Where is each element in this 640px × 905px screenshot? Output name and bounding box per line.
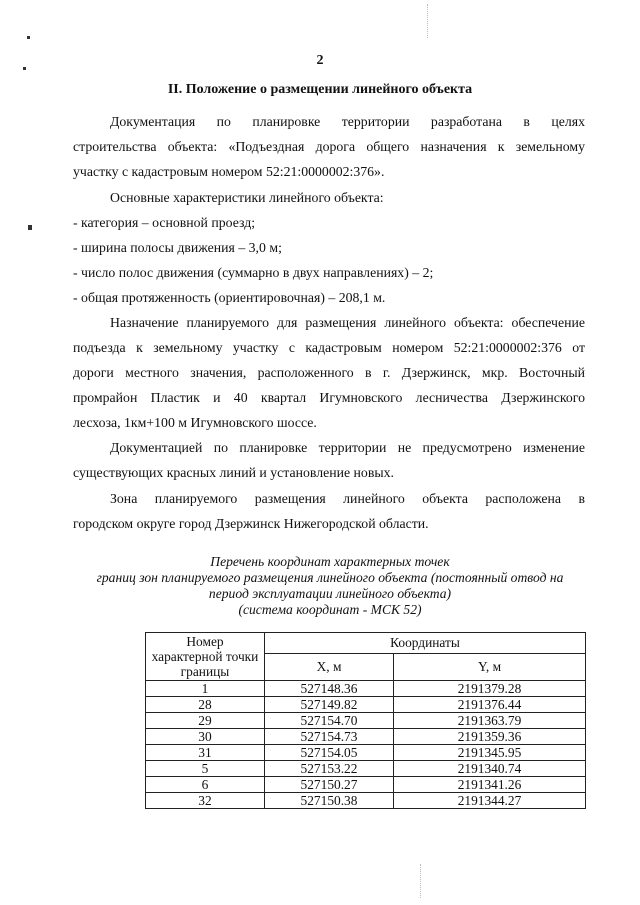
scan-speck [28,225,32,230]
caption-line: границ зон планируемого размещения линейного объекта (постоянный отвод на [96,570,564,585]
paragraph-line: существующих красных линий и установление новых. [73,465,394,480]
cell-point-number: 29 [146,713,265,729]
paragraph-designation-end [73,410,585,435]
characteristics-intro [73,185,585,210]
paragraph-line: Документация по планировке территории разработана в целях [110,114,585,129]
table-row [146,713,586,729]
table-header-row [146,633,586,654]
cell-y: 2191341.26 [394,777,586,793]
cell-y: 2191379.28 [394,681,586,697]
paragraph-line: Зона планируемого размещения линейного объекта расположена в [110,491,585,506]
paragraph-line: городском округе город Дзержинск Нижегородской области. [73,516,429,531]
table-caption [60,554,600,618]
cell-point-number: 31 [146,745,265,761]
table-row [146,777,586,793]
table-row [146,697,586,713]
cell-point-number: 6 [146,777,265,793]
cell-point-number: 5 [146,761,265,777]
characteristics-list [73,210,585,310]
cell-x: 527148.36 [265,681,394,697]
caption-line: период эксплуатации линейного объекта) [208,586,452,601]
paragraph-zone [73,486,585,511]
paragraph-line: подъезда к земельному участку с кадастровым номером 52:21:0000002:376 от [73,340,585,355]
scan-artifact-line [420,864,421,898]
cell-x: 527154.73 [265,729,394,745]
cell-point-number: 32 [146,793,265,809]
coordinates-table [145,632,586,809]
cell-point-number: 30 [146,729,265,745]
cell-x: 527154.70 [265,713,394,729]
paragraph-designation [73,310,585,335]
paragraph-red-lines-end [73,460,585,485]
cell-x: 527154.05 [265,745,394,761]
paragraph-designation-cont [73,360,585,385]
cell-x: 527150.27 [265,777,394,793]
header-point-number: Номер характерной точки границы [146,633,265,681]
section-heading: II. Положение о размещении линейного объекта [167,82,473,97]
paragraph-purpose-end [73,159,585,184]
paragraph-purpose [73,109,585,134]
table-row [146,745,586,761]
paragraph-line: лесхоза, 1км+100 м Игумновского шоссе. [73,415,317,430]
cell-y: 2191340.74 [394,761,586,777]
cell-point-number: 1 [146,681,265,697]
paragraph-line: строительства объекта: «Подъездная дорога общего назначения к земельному [73,139,585,154]
scan-artifact-line [427,4,428,38]
cell-point-number: 28 [146,697,265,713]
list-item: - число полос движения (суммарно в двух направлениях) – 2; [73,265,434,280]
paragraph-designation-cont [73,385,585,410]
paragraph-zone-end [73,511,585,536]
paragraph-designation-cont [73,335,585,360]
header-coordinates: Координаты [265,633,586,654]
paragraph-purpose-cont [73,134,585,159]
table-row [146,793,586,809]
caption-line: Перечень координат характерных точек [210,554,450,569]
cell-x: 527153.22 [265,761,394,777]
paragraph-line: Назначение планируемого для размещения линейного объекта: обеспечение [110,315,585,330]
header-x: X, м [265,654,394,681]
page-number: 2 [316,53,324,68]
list-item: - категория – основной проезд; [73,215,256,230]
paragraph-line: дороги местного значения, расположенного в г. Дзержинск, мкр. Восточный [73,365,585,380]
scan-speck [27,36,30,39]
cell-y: 2191359.36 [394,729,586,745]
cell-y: 2191376.44 [394,697,586,713]
cell-x: 527150.38 [265,793,394,809]
caption-line: (система координат - МСК 52) [238,602,422,617]
cell-x: 527149.82 [265,697,394,713]
paragraph-red-lines [73,435,585,460]
header-y: Y, м [394,654,586,681]
table-row [146,761,586,777]
characteristics-intro-text: Основные характеристики линейного объекта: [110,190,384,205]
paragraph-line: промрайон Пластик и 40 квартал Игумновского лесничества Дзержинского [73,390,585,405]
cell-y: 2191344.27 [394,793,586,809]
table-row [146,729,586,745]
paragraph-line: участку с кадастровым номером 52:21:0000002:376». [73,164,385,179]
cell-y: 2191363.79 [394,713,586,729]
paragraph-line: Документацией по планировке территории не предусмотрено изменение [110,440,585,455]
list-item: - общая протяженность (ориентировочная) – 208,1 м. [73,290,386,305]
cell-y: 2191345.95 [394,745,586,761]
table-row [146,681,586,697]
list-item: - ширина полосы движения – 3,0 м; [73,240,282,255]
